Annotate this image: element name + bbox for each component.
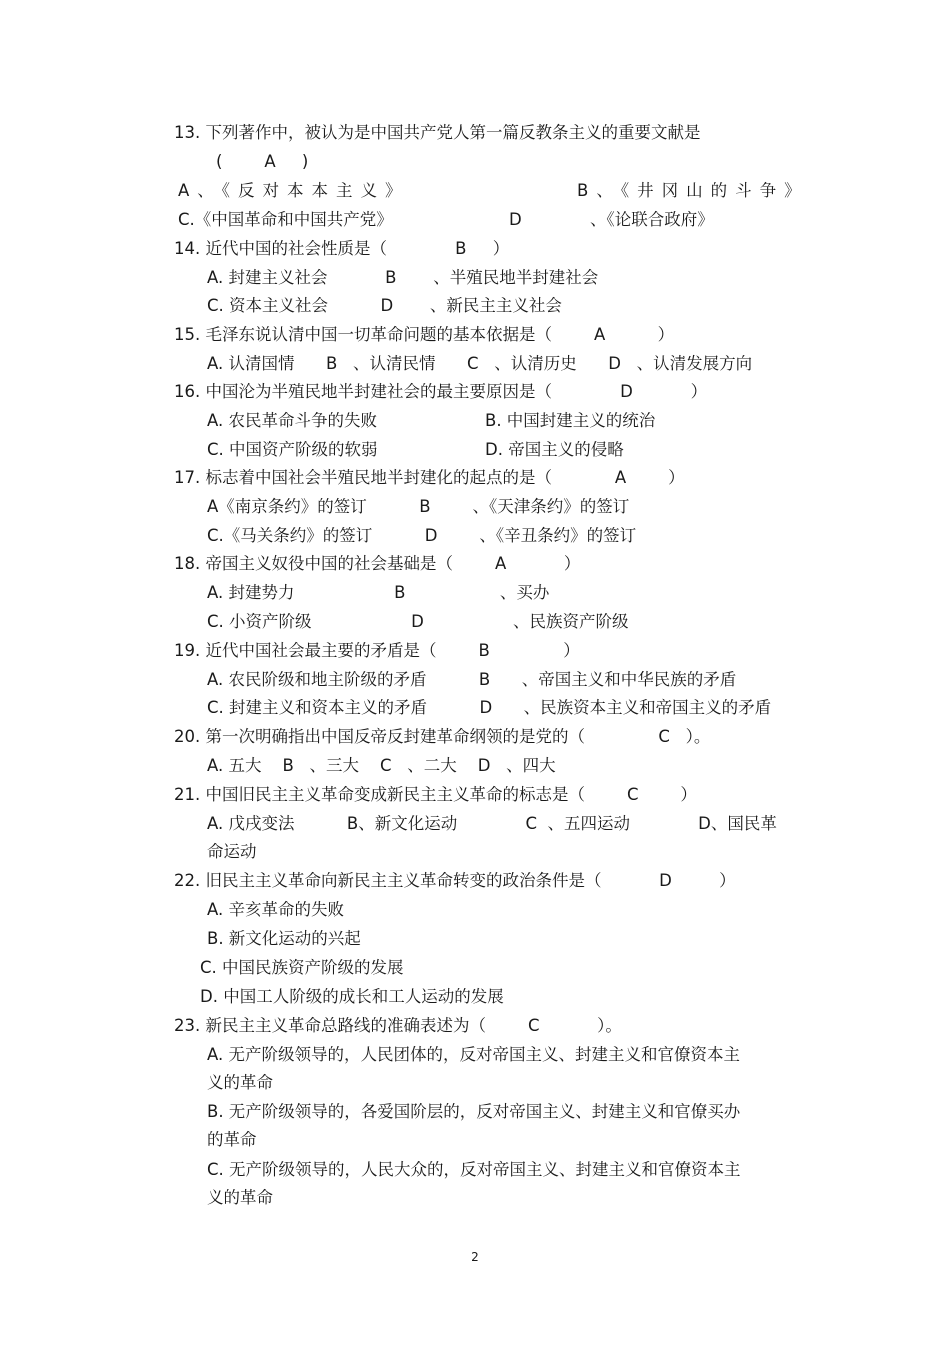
question-23-stem: 23. 新民主主义革命总路线的准确表述为（ C ）。 bbox=[174, 1016, 622, 1035]
question-15-stem: 15. 毛泽东说认清中国一切革命问题的基本依据是（ A ） bbox=[174, 325, 675, 344]
question-22-stem: 22. 旧民主主义革命向新民主主义革命转变的政治条件是（ D ） bbox=[174, 871, 736, 890]
question-14-stem: 14. 近代中国的社会性质是（ B ） bbox=[174, 239, 510, 258]
question-23-option-c-continued: 义的革命 bbox=[207, 1188, 273, 1207]
question-23-option-b: B. 无产阶级领导的，各爱国阶层的，反对帝国主义、封建主义和官僚买办 bbox=[207, 1102, 741, 1121]
question-16-option-c: C. 中国资产阶级的软弱 bbox=[207, 440, 378, 459]
question-16-stem: 16. 中国沦为半殖民地半封建社会的最主要原因是（ D ） bbox=[174, 382, 708, 401]
question-17-stem: 17. 标志着中国社会半殖民地半封建化的起点的是（ A ） bbox=[174, 468, 685, 487]
question-14-options-ab: A. 封建主义社会 B 、半殖民地半封建社会 bbox=[207, 268, 599, 287]
question-22-option-a: A. 辛亥革命的失败 bbox=[207, 900, 344, 919]
question-18-options-cd: C. 小资产阶级 D 、民族资产阶级 bbox=[207, 612, 629, 631]
question-16-option-d: D. 帝国主义的侵略 bbox=[485, 440, 624, 459]
question-16-option-a: A. 农民革命斗争的失败 bbox=[207, 411, 377, 430]
question-21-options-continued: 命运动 bbox=[207, 842, 257, 861]
question-13-options-ab bbox=[0, 177, 950, 205]
question-16-options-cd bbox=[0, 436, 950, 464]
question-23-option-c: C. 无产阶级领导的，人民大众的，反对帝国主义、封建主义和官僚资本主 bbox=[207, 1160, 741, 1179]
question-21-stem: 21. 中国旧民主主义革命变成新民主主义革命的标志是（ C ） bbox=[174, 785, 697, 804]
question-22-option-b: B. 新文化运动的兴起 bbox=[207, 929, 361, 948]
question-19-stem: 19. 近代中国社会最主要的矛盾是（ B ） bbox=[174, 641, 580, 660]
question-18-options-ab: A. 封建势力 B 、买办 bbox=[207, 583, 550, 602]
question-13-options-cd bbox=[0, 206, 950, 234]
question-13-option-c: C.《中国革命和中国共产党》 bbox=[178, 210, 393, 229]
question-13-option-a: A、《反对本本主义》 bbox=[178, 181, 410, 200]
question-20-options: A. 五大 B 、三大 C 、二大 D 、四大 bbox=[207, 756, 556, 775]
question-13-stem: 13. 下列著作中，被认为是中国共产党人第一篇反教条主义的重要文献是 bbox=[174, 123, 701, 142]
question-13-option-b: B、《井冈山的斗争》 bbox=[577, 181, 809, 200]
question-19-options-ab: A. 农民阶级和地主阶级的矛盾 B 、帝国主义和中华民族的矛盾 bbox=[207, 670, 737, 689]
question-14-options-cd: C. 资本主义社会 D 、新民主主义社会 bbox=[207, 296, 562, 315]
question-13-option-d: 、《论联合政府》 bbox=[590, 210, 714, 229]
question-23-option-a-continued: 义的革命 bbox=[207, 1073, 273, 1092]
question-23-option-a: A. 无产阶级领导的，人民团体的，反对帝国主义、封建主义和官僚资本主 bbox=[207, 1045, 740, 1064]
question-22-option-d: D. 中国工人阶级的成长和工人运动的发展 bbox=[200, 987, 504, 1006]
question-20-stem: 20. 第一次明确指出中国反帝反封建革命纲领的是党的（ C ）。 bbox=[174, 727, 711, 746]
page-number: 2 bbox=[471, 1250, 479, 1264]
question-22-option-c: C. 中国民族资产阶级的发展 bbox=[200, 958, 404, 977]
question-16-options-ab bbox=[0, 407, 950, 435]
question-16-option-b: B. 中国封建主义的统治 bbox=[485, 411, 656, 430]
question-23-option-b-continued: 的革命 bbox=[207, 1130, 257, 1149]
question-18-stem: 18. 帝国主义奴役中国的社会基础是（ A ） bbox=[174, 554, 581, 573]
question-19-options-cd: C. 封建主义和资本主义的矛盾 D 、民族资本主义和帝国主义的矛盾 bbox=[207, 698, 772, 717]
question-17-options-cd: C.《马关条约》的签订 D 、《辛丑条约》的签订 bbox=[207, 526, 637, 545]
question-13-answer: ( A ) bbox=[216, 152, 309, 171]
question-17-options-ab: A《南京条约》的签订 B 、《天津条约》的签订 bbox=[207, 497, 630, 516]
question-13-option-d-letter: D bbox=[509, 210, 522, 229]
question-21-options: A. 戊戌变法 B、新文化运动 C 、五四运动 D、国民革 bbox=[207, 814, 777, 833]
question-15-options: A. 认清国情 B 、认清民情 C 、认清历史 D 、认清发展方向 bbox=[207, 354, 753, 373]
